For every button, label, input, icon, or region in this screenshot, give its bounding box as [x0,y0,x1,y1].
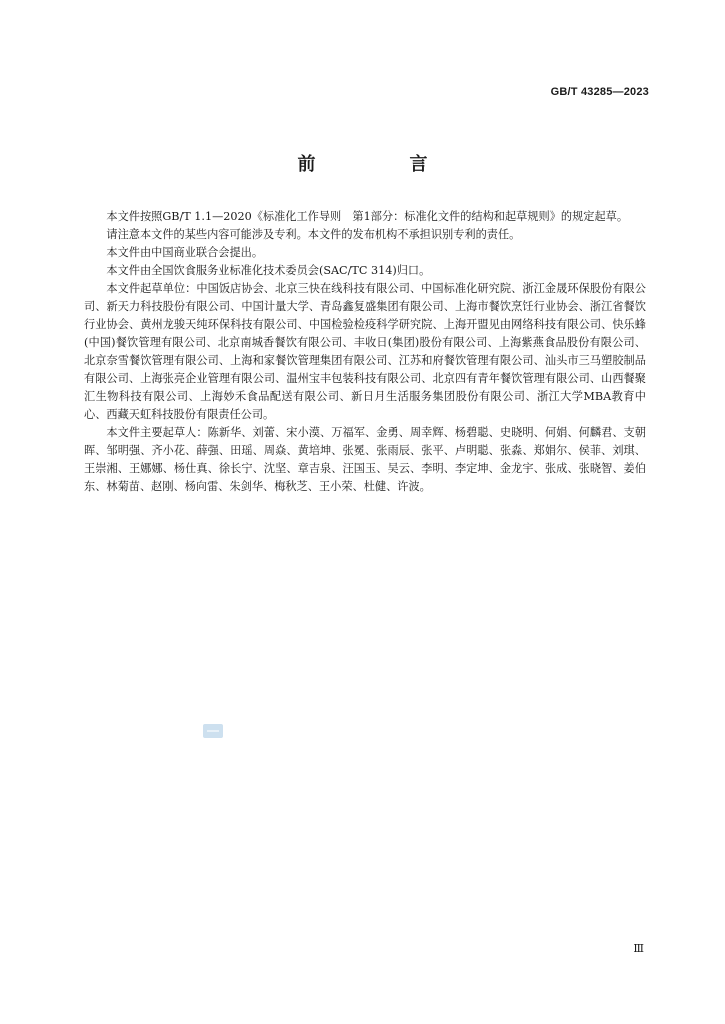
page-number: Ⅲ [633,942,644,955]
sac-logo-icon [203,724,223,738]
standard-code: GB/T 43285—2023 [550,86,649,98]
paragraph-drafting-rules: 本文件按照GB/T 1.1—2020《标准化工作导则 第1部分：标准化文件的结构和起草规则》的规定起草。 [106,210,629,223]
paragraph-proposer: 本文件由中国商业联合会提出。 [106,246,264,259]
paragraph-patent-notice: 请注意本文件的某些内容可能涉及专利。本文件的发布机构不承担识别专利的责任。 [106,228,521,241]
paragraph-committee: 本文件由全国饮食服务业标准化技术委员会(SAC/TC 314)归口。 [106,264,431,277]
paragraph-drafters: 本文件主要起草人：陈新华、刘蕾、宋小漠、万福军、金勇、周幸辉、杨碧聪、史晓明、何娟、何麟君、支朝晖、邹明强、齐小花、薛强、田瑶、周焱、黄培坤、张冕、张雨辰、张平、卢明聪、张淼、郑娟尔、侯菲、刘琪、王崇湘、王娜娜、杨仕真、徐长宁、沈坚、章吉泉、汪国玉、吴云、李明、李定坤、金龙宇、张成、张晓智、姜伯东、林菊苗、赵刚、杨向雷、朱剑华、梅秋芝、王小荣、杜健、许波。 [84,426,646,493]
page-title: 前 言 [297,154,466,175]
foreword-body [84,208,646,496]
paragraph-drafting-units: 本文件起草单位：中国饭店协会、北京三快在线科技有限公司、中国标准化研究院、浙江金晟环保股份有限公司、新天力科技股份有限公司、中国计量大学、青岛鑫复盛集团有限公司、上海市餐饮烹饪行业协会、浙江省餐饮行业协会、黄州龙骏天纯环保科技有限公司、中国检验检疫科学研究院、上海开盟见由网络科技有限公司、快乐蜂(中国)餐饮管理有限公司、北京南城香餐饮有限公司、丰收日(集团)股份有限公司、上海紫燕食品股份有限公司、北京奈雪餐饮管理有限公司、上海和家餐饮管理集团有限公司、江苏和府餐饮管理有限公司、汕头市三马塑胶制品有限公司、上海张亮企业管理有限公司、温州宝丰包装科技有限公司、北京四有青年餐饮管理有限公司、山西餐聚汇生物科技有限公司、上海妙禾食品配送有限公司、新日月生活服务集团股份有限公司、浙江大学MBA教育中心、西藏天虹科技股份有限责任公司。 [84,282,646,421]
